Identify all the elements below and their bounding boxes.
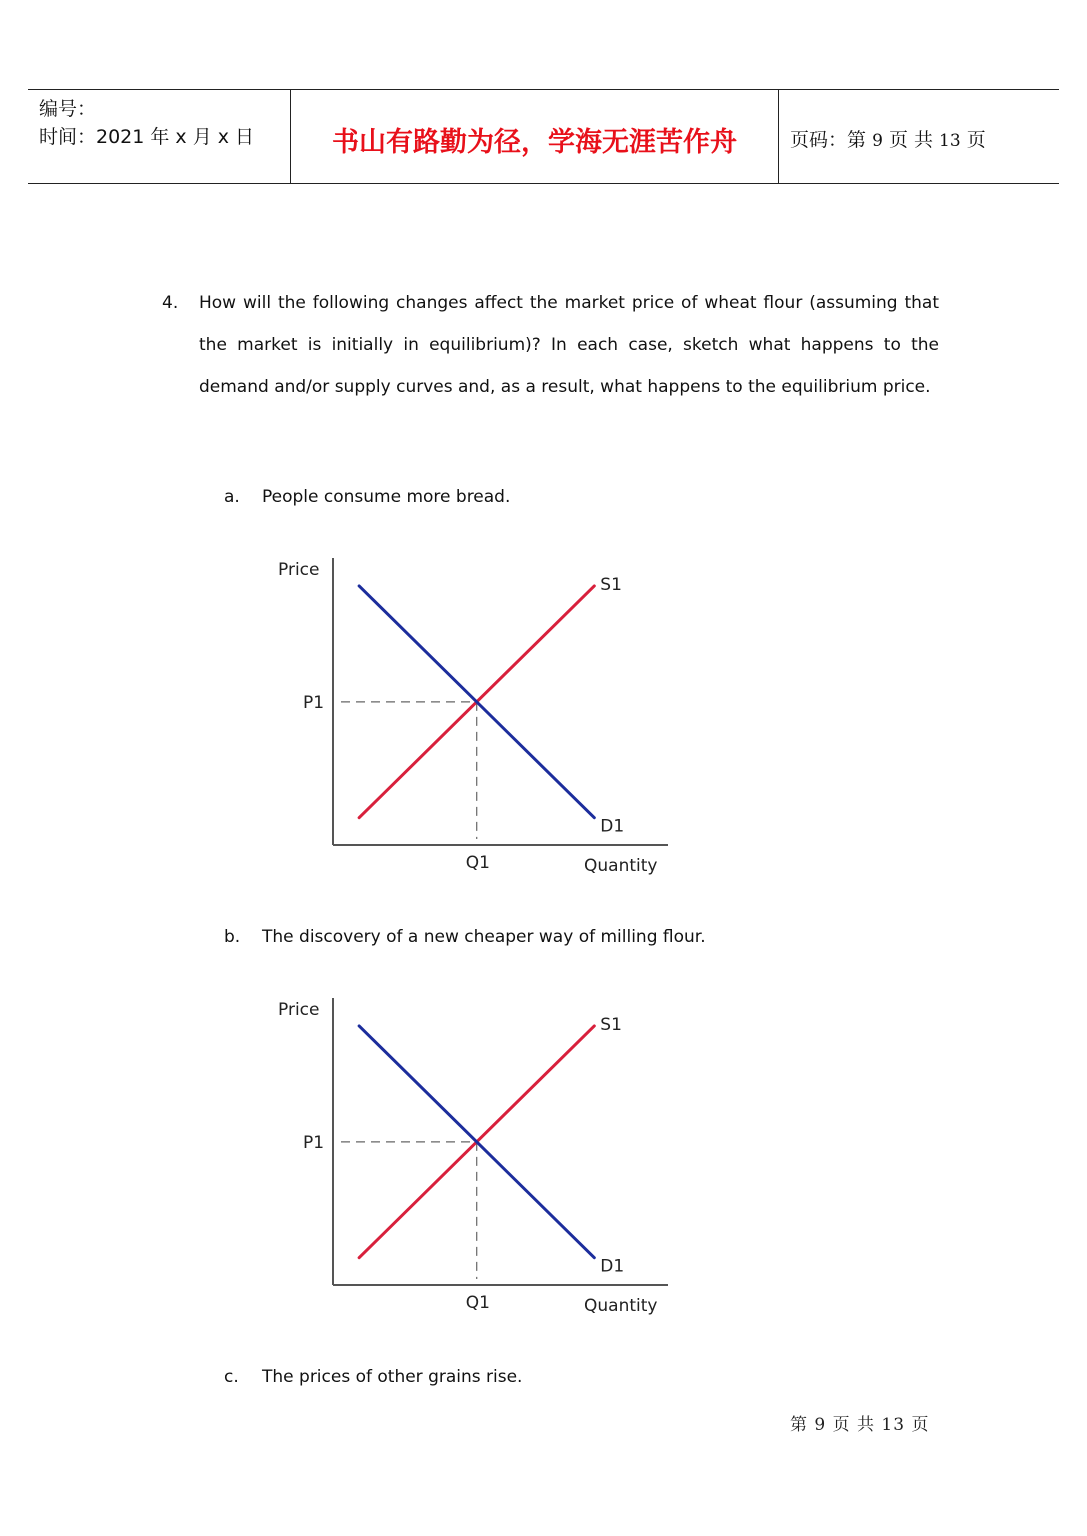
question-text: How will the following changes affect the market price of wheat flour (assuming that the market is initially in equilibrium)? In each case, sketch what happens to the demand and/or supply curves and, as a result, what happens to the equilibrium price. <box>199 293 939 397</box>
equilibrium-quantity-label: Q1 <box>465 853 490 873</box>
equilibrium-quantity-label: Q1 <box>465 1293 490 1313</box>
page-number: 9 <box>872 131 883 151</box>
part-c-letter: c. <box>224 1367 239 1387</box>
serial-label: 编号： <box>39 98 97 120</box>
y-axis-label: Price <box>278 560 320 580</box>
d1-label: D1 <box>600 1256 625 1277</box>
equilibrium-price-label: P1 <box>303 692 325 713</box>
chart-svg <box>260 540 680 880</box>
part-c-text: The prices of other grains rise. <box>262 1367 523 1387</box>
header-meta-cell <box>28 90 290 183</box>
question-number: 4. <box>162 293 179 313</box>
page-header <box>28 89 1059 184</box>
part-a-text: People consume more bread. <box>262 487 511 507</box>
page-footer: 第 9 页 共 13 页 <box>790 1415 930 1435</box>
page-suffix: 页 <box>966 129 986 151</box>
page-prefix: 页码：第 <box>790 129 867 151</box>
chart-svg <box>260 980 680 1320</box>
s1-label: S1 <box>600 1014 622 1035</box>
equilibrium-price-label: P1 <box>303 1132 325 1153</box>
header-motto-cell <box>290 90 779 183</box>
page-mid: 页 共 <box>888 129 933 151</box>
header-page-cell <box>778 90 1059 183</box>
page-code <box>790 125 986 152</box>
y-axis-label: Price <box>278 1000 320 1020</box>
part-b-text: The discovery of a new cheaper way of milling flour. <box>262 927 706 947</box>
x-axis-label: Quantity <box>584 1296 658 1316</box>
part-a-letter: a. <box>224 487 240 507</box>
part-b-letter: b. <box>224 927 241 947</box>
supply-demand-chart-b <box>260 980 680 1320</box>
page-total: 13 <box>939 131 961 151</box>
motto: 书山有路勤为径，学海无涯苦作舟 <box>332 127 737 158</box>
x-axis-label: Quantity <box>584 856 658 876</box>
time-label: 时间：2021 年 x 月 x 日 <box>39 126 255 148</box>
s1-label: S1 <box>600 574 622 595</box>
supply-demand-chart-a <box>260 540 680 880</box>
d1-label: D1 <box>600 816 625 837</box>
